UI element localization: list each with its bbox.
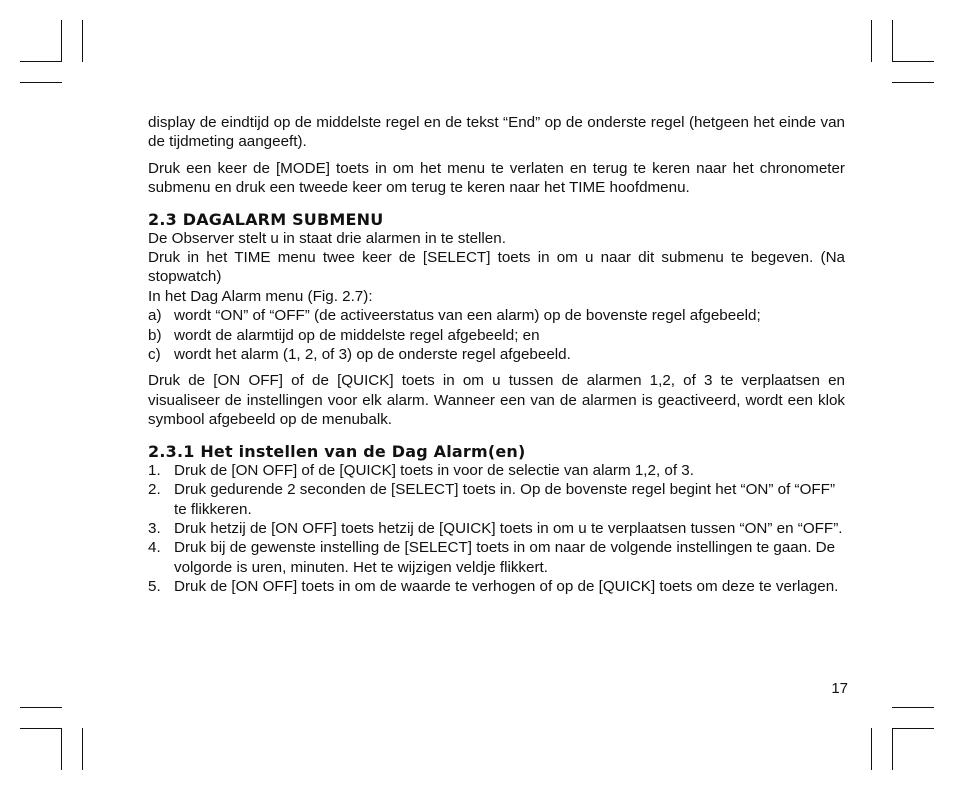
list-marker: 5. bbox=[148, 578, 161, 596]
crop-mark bbox=[61, 728, 62, 770]
paragraph: display de eindtijd op de middelste regel en de tekst “End” op de onderste regel (hetgeen het einde van de tijdmeting aangeeft). bbox=[148, 114, 845, 151]
list-marker: b) bbox=[148, 326, 162, 344]
crop-mark bbox=[61, 20, 62, 62]
crop-mark bbox=[871, 20, 872, 62]
list-item bbox=[148, 480, 845, 519]
list-marker: 2. bbox=[148, 481, 161, 499]
list-item bbox=[148, 345, 845, 364]
crop-mark bbox=[892, 20, 893, 62]
paragraph: Druk een keer de [MODE] toets in om het menu te verlaten en terug te keren naar het chronometer submenu en druk een tweede keer om terug te keren naar het TIME hoofdmenu. bbox=[148, 159, 845, 197]
crop-mark bbox=[20, 728, 62, 729]
crop-mark bbox=[892, 707, 934, 708]
list-item-text: Druk de [ON OFF] of de [QUICK] toets in voor de selectie van alarm 1,2, of 3. bbox=[174, 461, 694, 479]
subsection-heading: 2.3.1 Het instellen van de Dag Alarm(en) bbox=[148, 441, 526, 461]
list-item bbox=[148, 461, 845, 480]
list-item-text: Druk gedurende 2 seconden de [SELECT] toets in. Op de bovenste regel begint het “ON” of “OFF” te flikkeren. bbox=[174, 481, 836, 518]
crop-mark bbox=[892, 82, 934, 83]
list-marker: a) bbox=[148, 307, 162, 325]
list-item bbox=[148, 577, 845, 596]
crop-mark bbox=[20, 707, 62, 708]
list-marker: c) bbox=[148, 346, 161, 364]
page-number: 17 bbox=[831, 680, 848, 697]
paragraph: In het Dag Alarm menu (Fig. 2.7): bbox=[148, 287, 373, 305]
crop-mark bbox=[892, 61, 934, 62]
crop-mark bbox=[871, 728, 872, 770]
list-item-text: wordt “ON” of “OFF” (de activeerstatus van een alarm) op de bovenste regel afgebeeld; bbox=[174, 307, 761, 325]
list-item-text: wordt het alarm (1, 2, of 3) op de onderste regel afgebeeld. bbox=[174, 346, 571, 364]
list-item-text: Druk hetzij de [ON OFF] toets hetzij de [QUICK] toets in om u te verplaatsen tussen “ON” en “OFF”. bbox=[174, 519, 843, 537]
paragraph: De Observer stelt u in staat drie alarmen in te stellen. bbox=[148, 229, 506, 247]
list-item bbox=[148, 326, 845, 345]
crop-mark bbox=[82, 728, 83, 770]
list-marker: 4. bbox=[148, 539, 161, 557]
crop-mark bbox=[20, 82, 62, 83]
list-item bbox=[148, 306, 845, 325]
list-item-text: wordt de alarmtijd op de middelste regel afgebeeld; en bbox=[174, 326, 540, 344]
list-item-text: Druk de [ON OFF] toets in om de waarde te verhogen of op de [QUICK] toets om deze te verlagen. bbox=[174, 578, 839, 596]
numbered-list bbox=[148, 461, 845, 597]
paragraph: Druk de [ON OFF] of de [QUICK] toets in om u tussen de alarmen 1,2, of 3 te verplaatsen en visualiseer de instellingen voor elk alarm. Wanneer een van de alarmen is geactiveerd, wordt een klok symbool afgebeeld op de menubalk. bbox=[148, 372, 845, 429]
crop-mark bbox=[20, 61, 62, 62]
paragraph: Druk in het TIME menu twee keer de [SELECT] toets in om u naar dit submenu te begeven. (Na stopwatch) bbox=[148, 249, 845, 286]
list-item bbox=[148, 519, 845, 538]
lettered-list bbox=[148, 306, 845, 364]
crop-mark bbox=[82, 20, 83, 62]
list-marker: 1. bbox=[148, 461, 161, 479]
section-heading: 2.3 DAGALARM SUBMENU bbox=[148, 209, 384, 229]
crop-mark bbox=[892, 728, 934, 729]
crop-mark bbox=[892, 728, 893, 770]
list-item bbox=[148, 538, 845, 577]
list-item-text: Druk bij de gewenste instelling de [SELECT] toets in om naar de volgende instellingen te gaan. De volgorde is uren, minuten. Het te wijzigen veldje flikkert. bbox=[174, 539, 836, 576]
list-marker: 3. bbox=[148, 519, 161, 537]
page-content bbox=[148, 113, 845, 597]
